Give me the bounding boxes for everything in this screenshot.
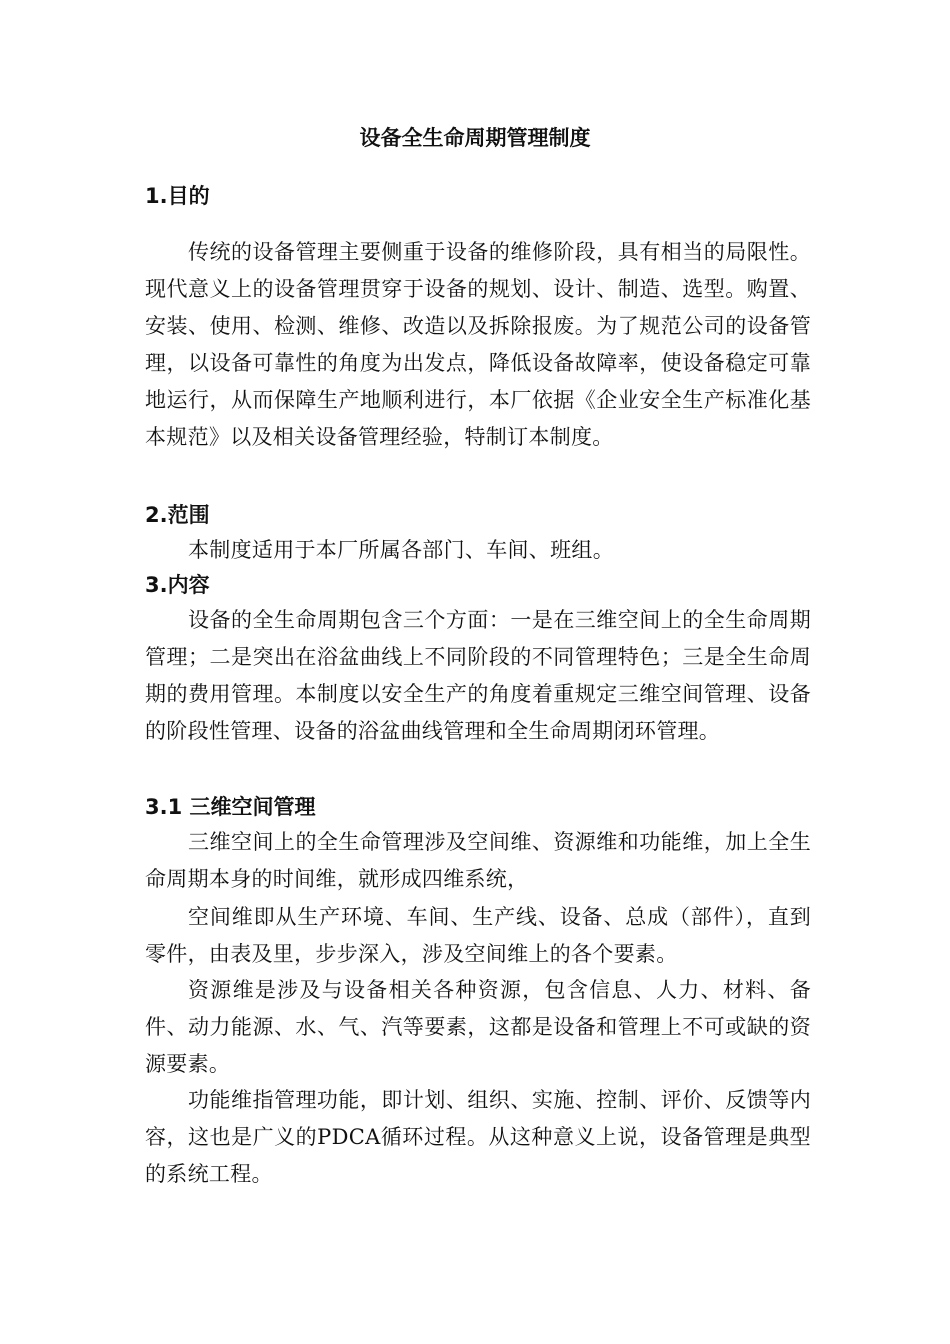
paragraph-purpose: 传统的设备管理主要侧重于设备的维修阶段，具有相当的局限性。现代意义上的设备管理贯穿于设备的规划、设计、制造、选型。购置、安装、使用、检测、维修、改造以及拆除报废。为了规范公司的设备管理，以设备可靠性的角度为出发点，降低设备故障率，使设备稳定可靠地运行，从而保障生产地顺利进行，本厂依据《企业安全生产标准化基本规范》以及相关设备管理经验，特制订本制度。 (145, 240, 811, 449)
paragraph-resource-dimension: 资源维是涉及与设备相关各种资源，包含信息、人力、材料、备件、动力能源、水、气、汽等要素，这都是设备和管理上不可或缺的资源要素。 (145, 978, 811, 1076)
paragraph-3d-intro: 三维空间上的全生命管理涉及空间维、资源维和功能维，加上全生命周期本身的时间维，就形成四维系统， (145, 830, 811, 891)
section-heading-3d-space: 3.1 三维空间管理 (145, 795, 316, 819)
paragraph-scope: 本制度适用于本厂所属各部门、车间、班组。 (188, 538, 614, 562)
paragraph-space-dimension: 空间维即从生产环境、车间、生产线、设备、总成（部件），直到零件，由表及里，步步深入，涉及空间维上的各个要素。 (145, 905, 811, 966)
paragraph-function-dimension: 功能维指管理功能，即计划、组织、实施、控制、评价、反馈等内容，这也是广义的PDCA循环过程。从这种意义上说，设备管理是典型的系统工程。 (145, 1088, 811, 1186)
document-title: 设备全生命周期管理制度 (359, 126, 591, 150)
section-heading-scope: 2.范围 (145, 503, 210, 527)
section-heading-purpose: 1.目的 (145, 184, 210, 208)
paragraph-content: 设备的全生命周期包含三个方面：一是在三维空间上的全生命周期管理；二是突出在浴盆曲线上不同阶段的不同管理特色；三是全生命周期的费用管理。本制度以安全生产的角度着重规定三维空间管理、设备的阶段性管理、设备的浴盆曲线管理和全生命周期闭环管理。 (145, 608, 811, 743)
section-heading-content: 3.内容 (145, 573, 210, 597)
